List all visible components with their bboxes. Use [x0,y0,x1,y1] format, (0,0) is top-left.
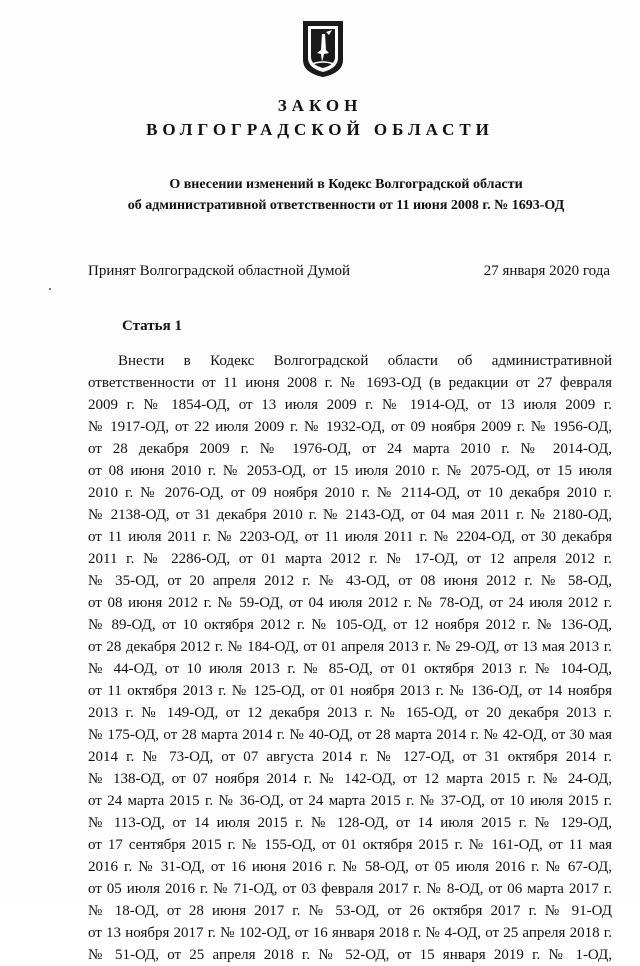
body-line: № 89-ОД, от 10 октября 2012 г. № 105-ОД, от 12 ноября 2012 г. № 136-ОД, [88,617,612,633]
body-line: от 28 декабря 2009 г. № 1976-ОД, от 24 марта 2010 г. № 2014-ОД, [88,441,612,457]
body-line: от 11 октября 2013 г. № 125-ОД, от 01 ноября 2013 г. № 136-ОД, от 14 ноября [88,683,612,699]
body-line: от 11 июля 2011 г. № 2203-ОД, от 11 июля 2011 г. № 2204-ОД, от 30 декабря [88,529,612,545]
body-line: от 08 июня 2010 г. № 2053-ОД, от 15 июля 2010 г. № 2075-ОД, от 15 июля [88,463,612,479]
body-line: от 28 декабря 2012 г. № 184-ОД, от 01 апреля 2013 г. № 29-ОД, от 13 мая 2013 г. [88,639,612,655]
body-line: № 138-ОД, от 07 ноября 2014 г. № 142-ОД, от 12 марта 2015 г. № 24-ОД, [88,771,612,787]
body-line: № 18-ОД, от 28 июня 2017 г. № 53-ОД, от 26 октября 2017 г. № 91-ОД [88,903,612,919]
body-line: № 51-ОД, от 25 апреля 2018 г. № 52-ОД, от 15 января 2019 г. № 1-ОД, [88,947,612,963]
body-line: № 44-ОД, от 10 июля 2013 г. № 85-ОД, от 01 октября 2013 г. № 104-ОД, [88,661,612,677]
scan-speck [49,288,51,290]
adopted-by: Принят Волгоградской областной Думой [88,263,351,279]
body-line: 2010 г. № 2076-ОД, от 09 ноября 2010 г. № 2114-ОД, от 10 декабря 2010 г. [88,485,612,501]
law-title: ЗАКОН [277,96,363,115]
body-line: 2011 г. № 2286-ОД, от 01 марта 2012 г. № 17-ОД, от 12 апреля 2012 г. [88,551,612,567]
coat-of-arms-icon [302,20,344,78]
body-line: № 175-ОД, от 28 марта 2014 г. № 40-ОД, от 28 марта 2014 г. № 42-ОД, от 30 мая [88,727,612,743]
region-title: ВОЛГОГРАДСКОЙ ОБЛАСТИ [146,120,494,139]
body-line: № 113-ОД, от 14 июля 2015 г. № 128-ОД, от 14 июля 2015 г. № 129-ОД, [88,815,612,831]
body-line: от 08 июня 2012 г. № 59-ОД, от 04 июля 2012 г. № 78-ОД, от 24 июля 2012 г. [88,595,612,611]
law-subject-line-2: об административной ответственности от 11 июня 2008 г. № 1693-ОД [127,198,565,213]
body-line: № 2138-ОД, от 31 декабря 2010 г. № 2143-ОД, от 04 мая 2011 г. № 2180-ОД, [88,507,612,523]
body-line: 2013 г. № 149-ОД, от 12 декабря 2013 г. № 165-ОД, от 20 декабря 2013 г. [88,705,612,721]
adopted-date: 27 января 2020 года [483,263,610,279]
article-heading: Статья 1 [122,318,182,334]
body-line: № 1917-ОД, от 22 июля 2009 г. № 1932-ОД, от 09 ноября 2009 г. № 1956-ОД, [88,419,612,435]
body-line: ответственности от 11 июня 2008 г. № 1693-ОД (в редакции от 27 февраля [88,375,612,391]
body-line: 2016 г. № 31-ОД, от 16 июня 2016 г. № 58-ОД, от 05 июля 2016 г. № 67-ОД, [88,859,612,875]
body-line: 2014 г. № 73-ОД, от 07 августа 2014 г. № 127-ОД, от 31 октября 2014 г. [88,749,612,765]
article-body [88,350,612,966]
law-subject-line-1: О внесении изменений в Кодекс Волгоградской области [169,177,523,192]
body-line: от 24 марта 2015 г. № 36-ОД, от 24 марта 2015 г. № 37-ОД, от 10 июля 2015 г. [88,793,612,809]
body-line: № 35-ОД, от 20 апреля 2012 г. № 43-ОД, от 08 июня 2012 г. № 58-ОД, [88,573,612,589]
body-line: от 17 сентября 2015 г. № 155-ОД, от 01 октября 2015 г. № 161-ОД, от 11 мая [88,837,612,853]
body-line: Внести в Кодекс Волгоградской области об административной [118,353,612,369]
body-line: от 13 ноября 2017 г. № 102-ОД, от 16 января 2018 г. № 4-ОД, от 25 апреля 2018 г. [88,925,612,941]
body-line: 2009 г. № 1854-ОД, от 13 июля 2009 г. № 1914-ОД, от 13 июля 2009 г. [88,397,612,413]
body-line: от 05 июля 2016 г. № 71-ОД, от 03 февраля 2017 г. № 8-ОД, от 06 марта 2017 г. [88,881,612,897]
